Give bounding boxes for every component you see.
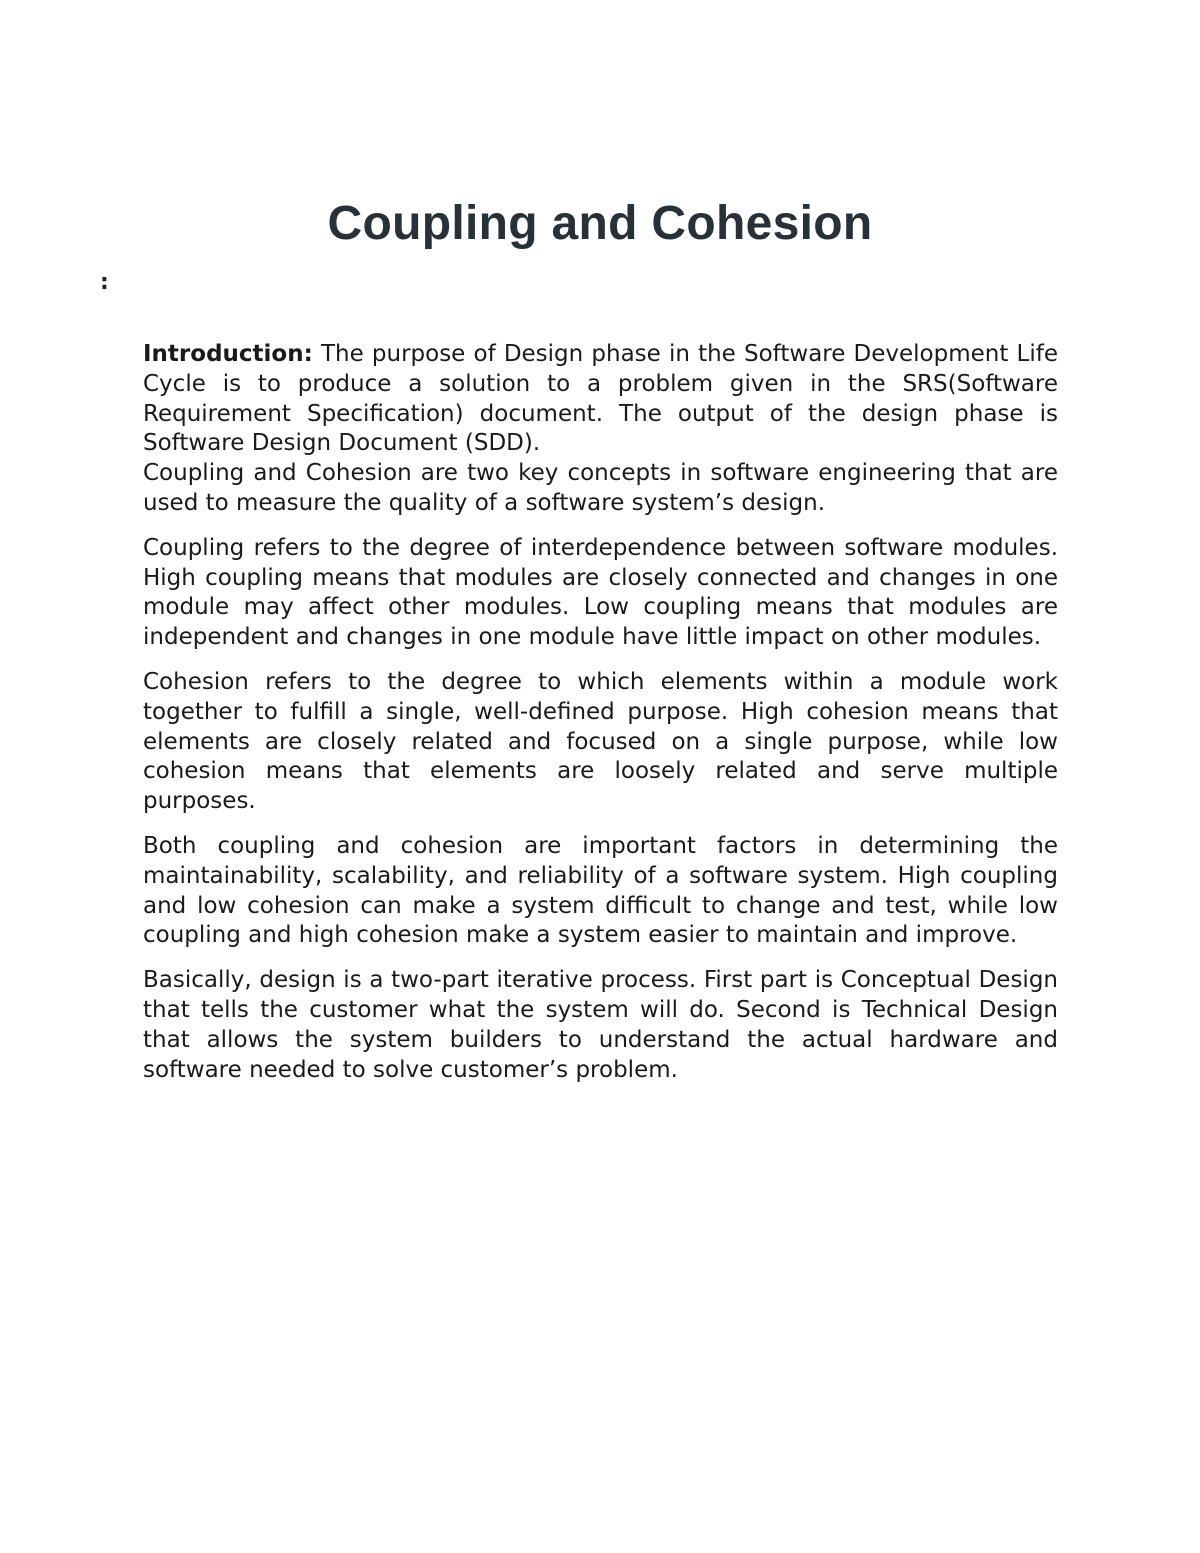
paragraph-cohesion: Cohesion refers to the degree to which elements within a module work together to fulfill a single, well-defined purpose. High cohesion means that elements are closely related and focused on a single purpose, while low cohesion means that elements are loosely related and serve multiple purposes. xyxy=(143,668,1058,815)
paragraph-design-process: Basically, design is a two-part iterative process. First part is Conceptual Design that tells the customer what the system will do. Second is Technical Design that allows the system builders to understand the actual hardware and software needed to solve customer’s problem. xyxy=(143,967,1058,1083)
intro-text: The purpose of Design phase in the Software Development Life Cycle is to produce a solution to a problem given in the SRS(Software Requirement Specification) document. The output of the design phase is Software Design Document (SDD). xyxy=(143,341,1058,457)
paragraph-overview: Coupling and Cohesion are two key concepts in software engineering that are used to measure the quality of a software system’s design. xyxy=(143,460,1058,516)
intro-paragraph xyxy=(143,340,1058,459)
page-title: Coupling and Cohesion xyxy=(327,197,873,250)
paragraph-importance: Both coupling and cohesion are important factors in determining the maintainability, scalability, and reliability of a software system. High coupling and low cohesion can make a system difficult to change and test, while low coupling and high cohesion make a system easier to maintain and improve. xyxy=(143,832,1058,949)
colon-marker: : xyxy=(100,270,109,295)
paragraph-coupling: Coupling refers to the degree of interdependence between software modules. High coupling means that modules are closely connected and changes in one module may affect other modules. Low coupling means that modules are independent and changes in one module have little impact on other modules. xyxy=(143,534,1058,651)
intro-label: Introduction: xyxy=(143,341,313,367)
document-body xyxy=(143,340,1058,1085)
